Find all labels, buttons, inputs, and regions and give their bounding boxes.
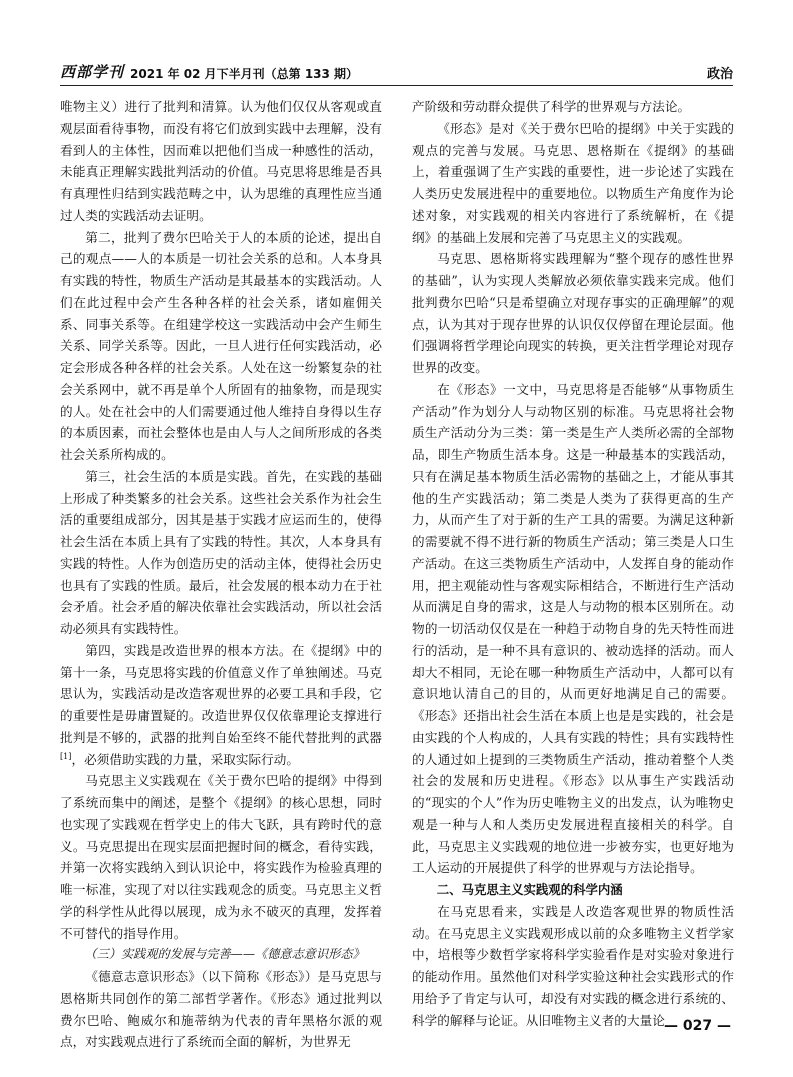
- section-label: 政治: [706, 67, 733, 82]
- citation-ref: [1]: [60, 751, 72, 761]
- paragraph: 《德意志意识形态》（以下简称《形态》）是马克思与恩格斯共同创作的第二部哲学著作。《形态》通过批判以费尔巴哈、鲍威尔和施蒂纳为代表的青年黑格尔派的观点，对实践观点进行了系统而全面的解析，为世界无: [60, 969, 382, 1050]
- paragraph: 第二，批判了费尔巴哈关于人的本质的论述，提出自己的观点——人的本质是一切社会关系的总和。人本身具有实践的特性，物质生产活动是其最基本的实践活动。人们在此过程中会产生各种各样的社会关系，诸如雇佣关系、同事关系等。在组建学校这一实践活动中会产生师生关系、同学关系等。因此，一旦人进行任何实践活动，必定会形成各种各样的社会关系。人处在这一纷繁复杂的社会关系网中，就不再是单个人所固有的抽象物，而是现实的人。处在社会中的人们需要通过他人维持自身得以生存的本质因素，而社会整体也是由人与人之间所形成的各类社会关系所构成的。: [60, 229, 382, 462]
- paragraph: 在马克思看来，实践是人改造客观世界的物质性活动。在马克思主义实践观形成以前的众多唯物主义哲学家中，培根等少数哲学家将科学实验看作是对实验对象进行的能动作用。虽然他们对科学实验这种社会实践形式的作用给予了肯定与认可，却没有对实践的概念进行系统的、科学的解释与论证。从旧唯物主义者的大量论: [412, 903, 734, 1028]
- page-number: — 027 —: [664, 1018, 731, 1034]
- journal-name: 西部学刊: [60, 63, 125, 81]
- page-header: [60, 58, 733, 86]
- paragraph-text: ，必须借助实践的力量，采取实际行动。: [71, 751, 300, 767]
- left-column: [60, 96, 382, 1050]
- paragraph: 产阶级和劳动群众提供了科学的世界观与方法论。: [412, 99, 691, 114]
- paragraph: 在《形态》一文中，马克思将是否能够“从事物质生产活动”作为划分人与动物区别的标准。马克思将社会物质生产活动分为三类：第一类是生产人类所必需的全部物品，即生产物质生活本身。这是一种最基本的实践活动，只有在满足基本物质生活必需物的基础之上，才能从事其他的生产实践活动；第二类是人类为了获得更高的生产力，从而产生了对于新的生产工具的需要。为满足这种新的需要就不得不进行新的物质生产活动；第三类是人口生产活动。在这三类物质生产活动中，人发挥自身的能动作用，把主观能动性与客观实际相结合，不断进行生产活动从而满足自身的需求，这是人与动物的根本区别所在。动物的一切活动仅仅是在一种趋于动物自身的先天特性而进行的活动，是一种不具有意识的、被动选择的活动。而人却大不相同，无论在哪一种物质生产活动中，人都可以有意识地认清自己的目的，从而更好地满足自己的需要。《形态》还指出社会生活在本质上也是是实践的，社会是由实践的个人构成的，人具有实践的特性；具有实践特性的人通过如上提到的三类物质生产活动，推动着整个人类社会的发展和历史进程。《形态》以从事生产实践活动的“现实的个人”作为历史唯物主义的出发点，认为唯物史观是一种与人和人类历史发展进程直接相关的科学。自此，马克思主义实践观的地位进一步被夯实，也更好地为工人运动的开展提供了科学的世界观与方法论指导。: [412, 381, 734, 876]
- paragraph: 第三，社会生活的本质是实践。首先，在实践的基础上形成了种类繁多的社会关系。这些社会关系作为社会生活的重要组成部分，因其是基于实践才应运而生的，使得社会生活在本质上具有了实践的特性。其次，人本身具有实践的特性。人作为创造历史的活动主体，使得社会历史也具有了实践的性质。最后，社会发展的根本动力在于社会矛盾。社会矛盾的解决依靠社会实践活动，所以社会活动必须具有实践特性。: [60, 468, 382, 636]
- paragraph: 马克思、恩格斯将实践理解为“整个现存的感性世界的基础”，认为实现人类解放必须依靠实践来完成。他们批判费尔巴哈“只是希望确立对现存事实的正确理解”的观点，认为其对于现存世界的认识仅仅停留在理论层面。他们强调将哲学理论向现实的转换，更关注哲学理论对现存世界的改变。: [412, 251, 734, 375]
- paragraph-text: 第四，实践是改造世界的根本方法。在《提纲》中的第十一条，马克思将实践的价值意义作了单独阐述。马克思认为，实践活动是改造客观世界的必要工具和手段，它的重要性是毋庸置疑的。改造世界仅仅依靠理论支撑进行批判是不够的，武器的批判自始至终不能代替批判的武器: [60, 642, 382, 745]
- section-heading: 二、马克思主义实践观的科学内涵: [436, 882, 623, 897]
- header-left: [60, 61, 358, 82]
- paragraph: [60, 640, 382, 771]
- subsection-heading: （三）实践观的发展与完善——《德意志意识形态》: [84, 947, 365, 962]
- paragraph: 《形态》是对《关于费尔巴哈的提纲》中关于实践的观点的完善与发展。马克思、恩格斯在《提纲》的基础上，着重强调了生产实践的重要性，进一步论述了实践在人类历史发展进程中的重要地位。以物质生产角度作为论述对象，对实践观的相关内容进行了系统解析，在《提纲》的基础上发展和完善了马克思主义的实践观。: [412, 120, 734, 245]
- issue-info: 2021 年 02 月下半月刊（总第 133 期）: [130, 67, 359, 81]
- article-body: [60, 96, 734, 1050]
- paragraph: 唯物主义）进行了批判和清算。认为他们仅仅从客观或直观层面看待事物，而没有将它们放到实践中去理解，没有看到人的主体性，因而难以把他们当成一种感性的活动，未能真正理解实践批判活动的价值。马克思将思维是否具有真理性归结到实践范畴之中，认为思维的真理性应当通过人类的实践活动去证明。: [60, 99, 382, 223]
- right-column: [412, 96, 734, 1026]
- paragraph: 马克思主义实践观在《关于费尔巴哈的提纲》中得到了系统而集中的阐述，是整个《提纲》的核心思想，同时也实现了实践观在哲学史上的伟大飞跃，具有跨时代的意义。马克思提出在现实层面把握时间的概念，看待实践，并第一次将实践纳入到认识论中，将实践作为检验真理的唯一标准，实现了对以往实践观念的质变。马克思主义哲学的科学性从此得以展现，成为永不破灭的真理，发挥着不可替代的指导作用。: [60, 773, 382, 941]
